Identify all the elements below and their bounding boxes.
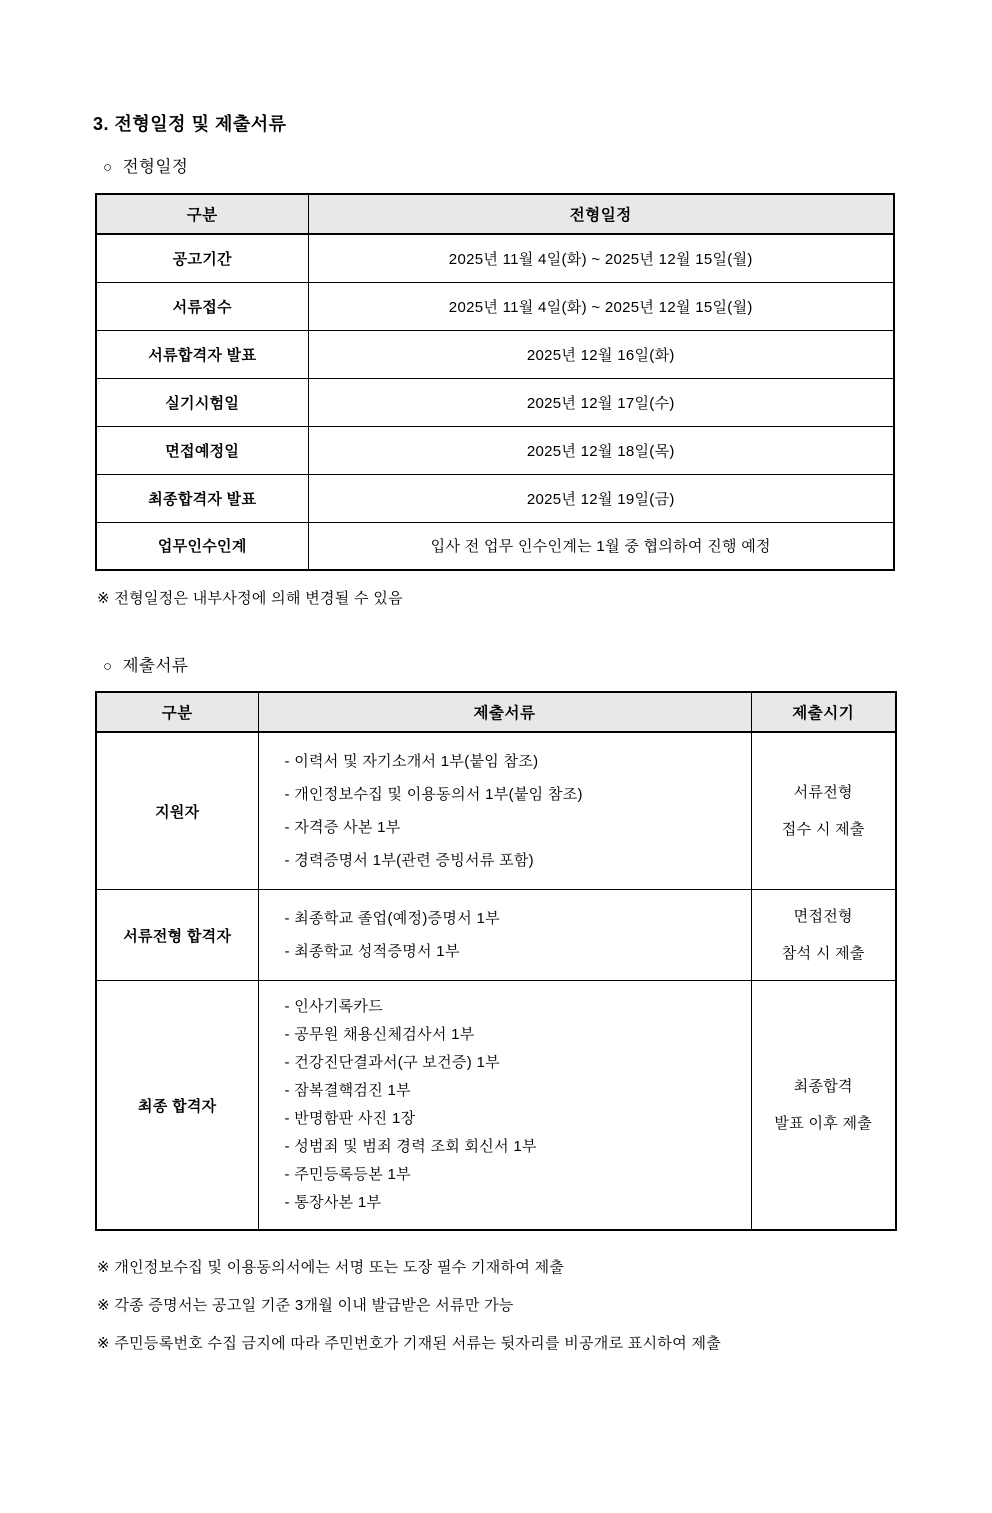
section-heading-schedule-label: 전형일정 [122,158,189,176]
footnote: ※ 개인정보수집 및 이용동의서에는 서명 또는 도장 필수 기재하여 제출 [97,1259,565,1276]
documents-header-category: 구분 [96,692,258,732]
row-label: 서류합격자 발표 [96,330,308,378]
row-value: 2025년 12월 19일(금) [308,474,894,522]
circle-bullet-icon: ○ [103,658,113,675]
row-items [258,732,751,890]
document-item: - 공무원 채용신체검사서 1부 [284,1026,475,1043]
row-label: 면접예정일 [96,426,308,474]
row-label: 최종합격자 발표 [96,474,308,522]
document-item: - 성범죄 및 범죄 경력 조회 회신서 1부 [284,1138,537,1155]
row-label: 실기시험일 [96,378,308,426]
timing-line: 면접전형 [793,908,853,925]
document-item: - 최종학교 성적증명서 1부 [284,943,460,960]
table-row [96,234,894,282]
document-item: - 건강진단결과서(구 보건증) 1부 [284,1054,500,1071]
document-item: - 이력서 및 자기소개서 1부(붙임 참조) [284,753,539,770]
section-heading-documents [103,652,992,676]
row-items [258,890,751,981]
document-item: - 인사기록카드 [284,998,384,1015]
schedule-footnote: ※ 전형일정은 내부사정에 의해 변경될 수 있음 [97,590,403,607]
row-label: 업무인수인계 [96,522,308,570]
section-heading-documents-label: 제출서류 [122,657,189,675]
row-value: 입사 전 업무 인수인계는 1월 중 협의하여 진행 예정 [308,522,894,570]
document-item: - 반명함판 사진 1장 [284,1110,416,1127]
row-items [258,981,751,1231]
documents-header-timing: 제출시기 [751,692,896,732]
table-row-final-passers [96,981,896,1231]
row-timing [751,732,896,890]
row-label: 공고기간 [96,234,308,282]
row-value: 2025년 12월 17일(수) [308,378,894,426]
page-title: 3. 전형일정 및 제출서류 [93,114,287,134]
table-row-document-passers [96,890,896,981]
table-row [96,522,894,570]
row-value: 2025년 11월 4일(화) ~ 2025년 12월 15일(월) [308,282,894,330]
table-row [96,378,894,426]
document-item: - 통장사본 1부 [284,1194,382,1211]
circle-bullet-icon: ○ [103,159,113,176]
schedule-header-schedule: 전형일정 [308,194,894,234]
document-item: - 주민등록등본 1부 [284,1166,411,1183]
document-item: - 잠복결핵검진 1부 [284,1082,411,1099]
document-item: - 개인정보수집 및 이용동의서 1부(붙임 참조) [284,786,583,803]
table-row [96,282,894,330]
table-row [96,330,894,378]
row-value: 2025년 12월 18일(목) [308,426,894,474]
row-label: 최종 합격자 [96,981,258,1231]
row-timing [751,890,896,981]
document-page [0,110,992,1513]
table-row [96,426,894,474]
documents-table [95,691,897,1231]
table-row-applicant [96,732,896,890]
documents-header-documents: 제출서류 [258,692,751,732]
schedule-header-category: 구분 [96,194,308,234]
timing-line: 접수 시 제출 [781,821,865,838]
row-value: 2025년 12월 16일(화) [308,330,894,378]
timing-line: 최종합격 [793,1078,853,1095]
document-item: - 경력증명서 1부(관련 증빙서류 포함) [284,852,534,869]
row-label: 서류전형 합격자 [96,890,258,981]
row-timing [751,981,896,1231]
document-item: - 자격증 사본 1부 [284,819,401,836]
schedule-table-header-row [96,194,894,234]
table-row [96,474,894,522]
row-label: 지원자 [96,732,258,890]
documents-table-header-row [96,692,896,732]
documents-footnotes [97,1249,992,1363]
timing-line: 발표 이후 제출 [774,1115,873,1132]
timing-line: 참석 시 제출 [781,945,865,962]
timing-line: 서류전형 [793,784,853,801]
schedule-table [95,193,895,571]
section-heading-schedule [103,153,992,177]
footnote: ※ 각종 증명서는 공고일 기준 3개월 이내 발급받은 서류만 가능 [97,1297,514,1314]
row-label: 서류접수 [96,282,308,330]
row-value: 2025년 11월 4일(화) ~ 2025년 12월 15일(월) [308,234,894,282]
document-item: - 최종학교 졸업(예정)증명서 1부 [284,910,500,927]
footnote: ※ 주민등록번호 수집 금지에 따라 주민번호가 기재된 서류는 뒷자리를 비공개로 표시하여 제출 [97,1335,722,1352]
